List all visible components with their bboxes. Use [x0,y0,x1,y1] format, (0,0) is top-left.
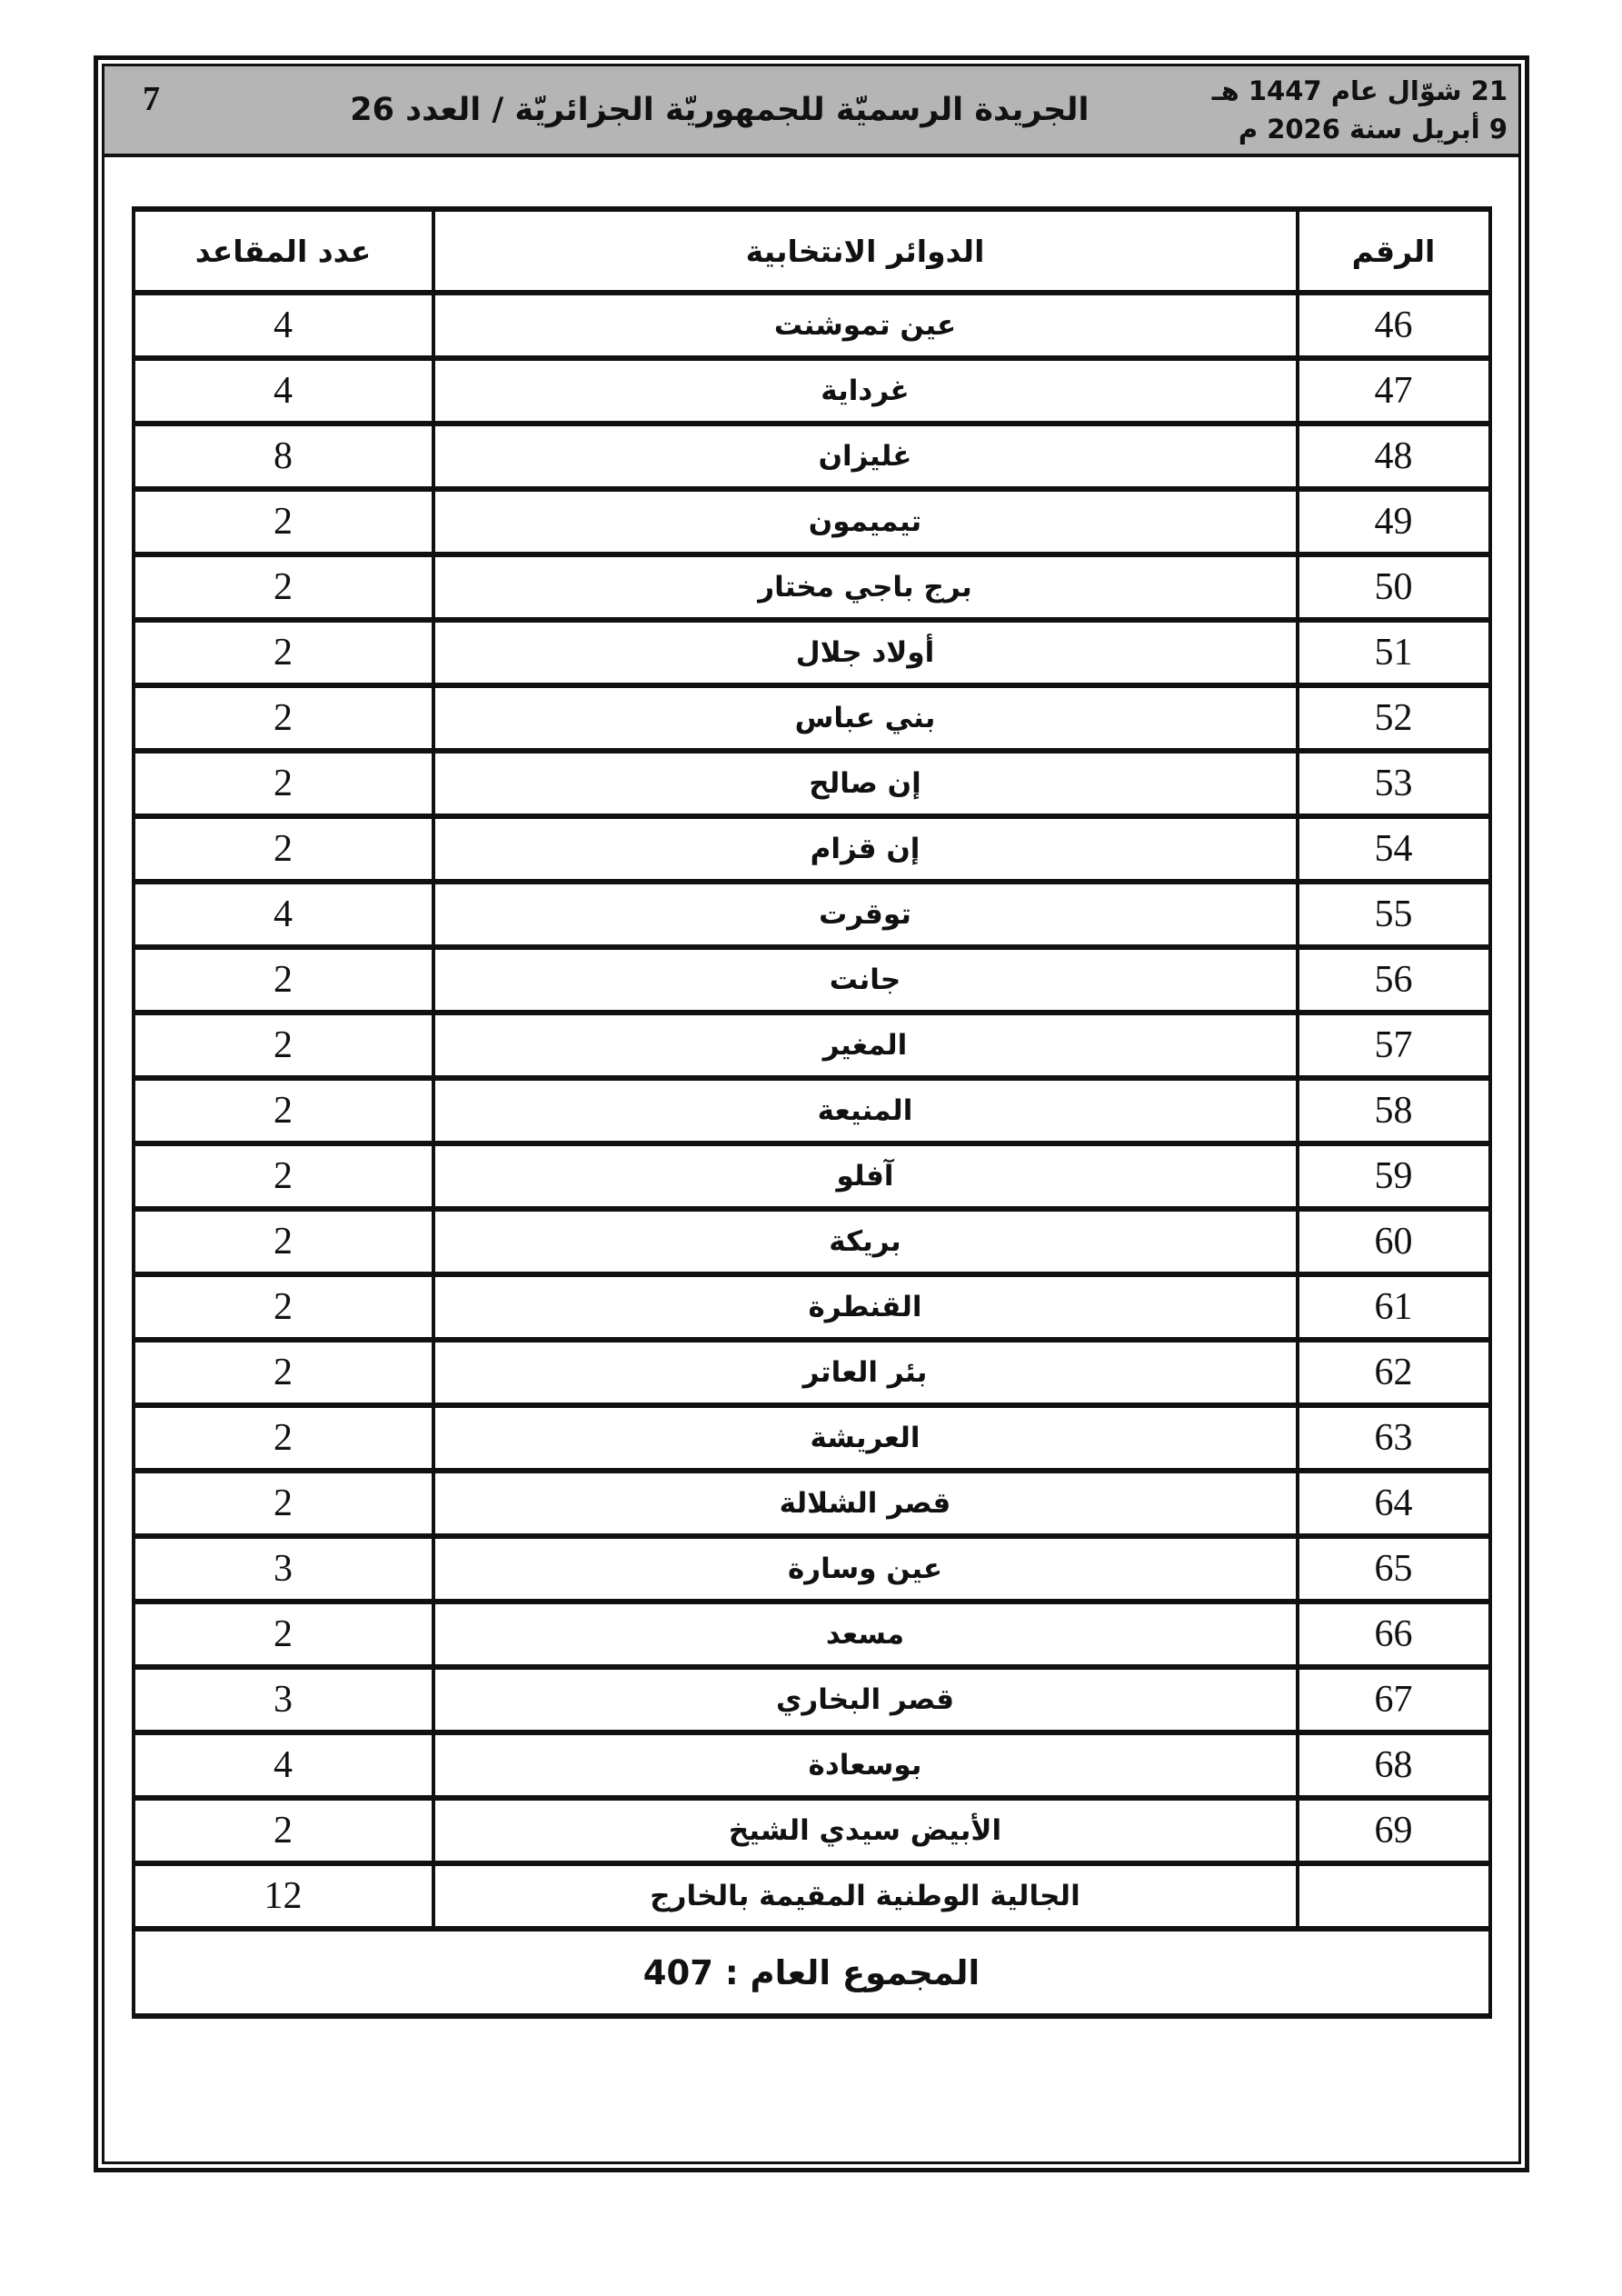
row-seats-cell: 4 [134,1732,433,1798]
row-number-cell: 63 [1298,1405,1490,1471]
table-row [134,293,1490,358]
row-number-cell: 58 [1298,1078,1490,1143]
row-district-cell: بريكة [433,1209,1298,1274]
table-row [134,1209,1490,1274]
table-row [134,882,1490,947]
date-gregorian: 9 أبريل سنة 2026 م [1238,114,1508,145]
row-district-cell: عين تموشنت [433,293,1298,358]
page-frame-inner [102,64,1521,2164]
row-number-cell: 50 [1298,554,1490,620]
issue-dates [1212,72,1508,148]
row-district-cell: قصر البخاري [433,1667,1298,1732]
table-row [134,1013,1490,1078]
row-district-cell: توقرت [433,882,1298,947]
row-district-cell: بوسعادة [433,1732,1298,1798]
table-row [134,620,1490,685]
row-number-cell: 66 [1298,1602,1490,1667]
row-district-cell: المغير [433,1013,1298,1078]
row-seats-cell: 4 [134,882,433,947]
row-number-cell: 54 [1298,816,1490,882]
row-district-cell: آفلو [433,1143,1298,1209]
table-row [134,1274,1490,1340]
table-row [134,1863,1490,1929]
row-number-cell: 67 [1298,1667,1490,1732]
row-number-cell: 62 [1298,1340,1490,1405]
journal-title: الجريدة الرسميّة للجمهوريّة الجزائريّة / العدد 26 [350,92,1090,128]
row-district-cell: القنطرة [433,1274,1298,1340]
row-number-cell: 56 [1298,947,1490,1013]
page-frame [94,55,1529,2172]
table-row [134,554,1490,620]
row-district-cell: أولاد جلال [433,620,1298,685]
row-number-cell: 48 [1298,424,1490,489]
row-number-cell: 61 [1298,1274,1490,1340]
table-header-row [134,209,1490,293]
row-district-cell: غرداية [433,358,1298,424]
row-number-cell: 49 [1298,489,1490,554]
column-header-district: الدوائر الانتخابية [433,209,1298,293]
row-seats-cell: 2 [134,816,433,882]
grand-total: المجموع العام : 407 [134,1929,1490,2016]
row-number-cell: 51 [1298,620,1490,685]
row-district-cell: بني عباس [433,685,1298,751]
row-seats-cell: 4 [134,358,433,424]
column-header-number: الرقم [1298,209,1490,293]
table-row [134,489,1490,554]
date-hijri: 21 شوّال عام 1447 هـ [1211,75,1508,106]
row-district-cell: المنيعة [433,1078,1298,1143]
row-seats-cell: 2 [134,1471,433,1536]
row-district-cell: العريشة [433,1405,1298,1471]
row-number-cell [1298,1863,1490,1929]
row-district-cell: قصر الشلالة [433,1471,1298,1536]
row-seats-cell: 12 [134,1863,433,1929]
row-seats-cell: 2 [134,751,433,816]
row-district-cell: برج باجي مختار [433,554,1298,620]
table-row [134,1078,1490,1143]
row-seats-cell: 2 [134,554,433,620]
row-seats-cell: 2 [134,489,433,554]
row-district-cell: إن قزام [433,816,1298,882]
row-district-cell: جانت [433,947,1298,1013]
row-district-cell: الأبيض سيدي الشيخ [433,1798,1298,1863]
row-number-cell: 47 [1298,358,1490,424]
row-seats-cell: 2 [134,620,433,685]
row-number-cell: 52 [1298,685,1490,751]
row-seats-cell: 2 [134,947,433,1013]
page-number: 7 [143,80,160,118]
row-district-cell: إن صالح [433,751,1298,816]
row-seats-cell: 2 [134,1798,433,1863]
table-row [134,1340,1490,1405]
row-district-cell: غليزان [433,424,1298,489]
table-row [134,816,1490,882]
table-footer [134,1929,1490,2016]
row-seats-cell: 8 [134,424,433,489]
masthead-band [104,66,1518,157]
row-seats-cell: 2 [134,1274,433,1340]
table-row [134,1602,1490,1667]
row-seats-cell: 4 [134,293,433,358]
row-number-cell: 68 [1298,1732,1490,1798]
row-number-cell: 65 [1298,1536,1490,1602]
table-row [134,947,1490,1013]
row-seats-cell: 3 [134,1536,433,1602]
table-row [134,1405,1490,1471]
row-number-cell: 59 [1298,1143,1490,1209]
row-number-cell: 53 [1298,751,1490,816]
row-seats-cell: 2 [134,1405,433,1471]
row-district-cell: الجالية الوطنية المقيمة بالخارج [433,1863,1298,1929]
row-seats-cell: 3 [134,1667,433,1732]
table-row [134,1732,1490,1798]
row-district-cell: مسعد [433,1602,1298,1667]
row-seats-cell: 2 [134,1013,433,1078]
row-seats-cell: 2 [134,1602,433,1667]
table-header [134,209,1490,293]
table-row [134,1471,1490,1536]
table-row [134,1536,1490,1602]
row-seats-cell: 2 [134,1340,433,1405]
row-seats-cell: 2 [134,1143,433,1209]
table-row [134,751,1490,816]
table-row [134,1143,1490,1209]
row-district-cell: تيميمون [433,489,1298,554]
table-row [134,685,1490,751]
row-number-cell: 46 [1298,293,1490,358]
table-row [134,424,1490,489]
table-row [134,1798,1490,1863]
column-header-seats: عدد المقاعد [134,209,433,293]
row-number-cell: 64 [1298,1471,1490,1536]
table-body [134,293,1490,1929]
table-row [134,358,1490,424]
table-row [134,1667,1490,1732]
row-district-cell: عين وسارة [433,1536,1298,1602]
row-district-cell: بئر العاتر [433,1340,1298,1405]
row-seats-cell: 2 [134,1078,433,1143]
row-seats-cell: 2 [134,685,433,751]
row-number-cell: 69 [1298,1798,1490,1863]
row-number-cell: 57 [1298,1013,1490,1078]
electoral-districts-table [132,206,1492,2019]
row-number-cell: 60 [1298,1209,1490,1274]
row-number-cell: 55 [1298,882,1490,947]
row-seats-cell: 2 [134,1209,433,1274]
total-row [134,1929,1490,2016]
